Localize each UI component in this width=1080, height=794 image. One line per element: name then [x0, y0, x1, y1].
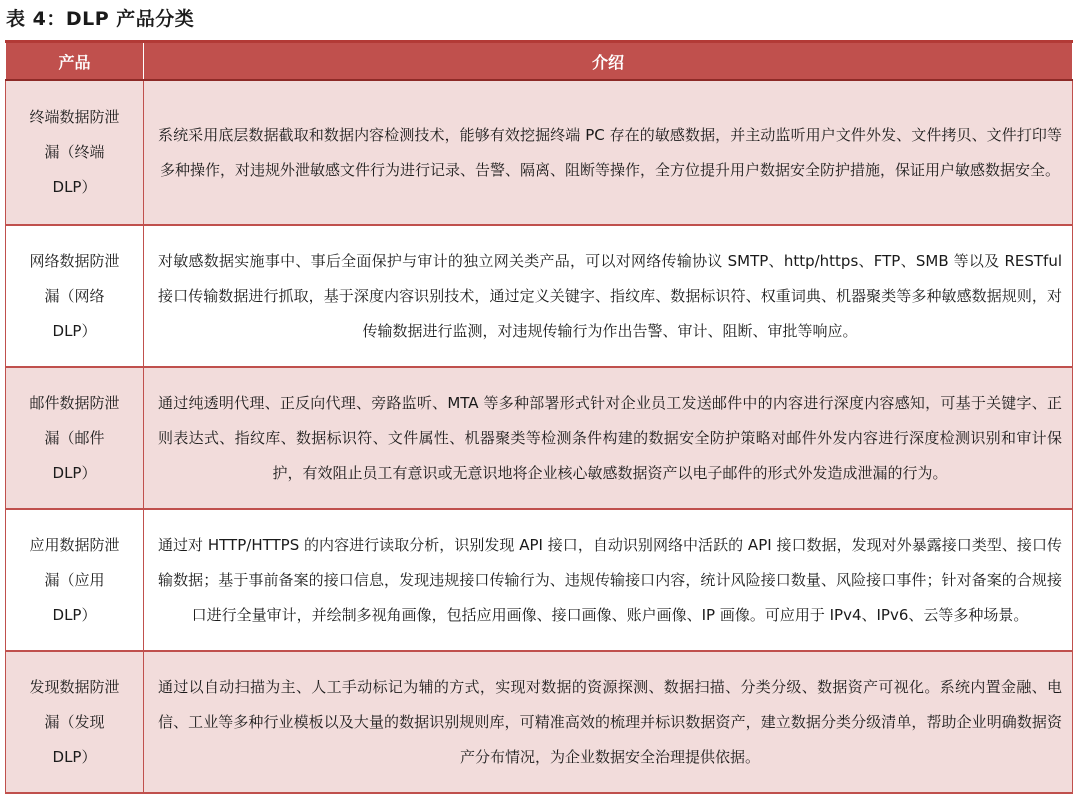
table-row-endpoint-dlp [6, 80, 1073, 225]
product-cell: 发现数据防泄漏（发现 DLP） [6, 651, 144, 793]
intro-cell: 对敏感数据实施事中、事后全面保护与审计的独立网关类产品，可以对网络传输协议 SMTP、http/https、FTP、SMB 等以及 RESTful 接口传输数据进行抓取，基于深度内容识别技术，通过定义关键字、指纹库、数据标识符、权重词典、机器聚类等多种敏感数据规则，对传输数据进行监测，对违规传输行为作出告警、审计、阻断、审批等响应。 [144, 225, 1073, 367]
table-caption: 表 4：DLP 产品分类 [6, 8, 195, 30]
table-row-email-dlp [6, 367, 1073, 509]
product-cell: 邮件数据防泄漏（邮件 DLP） [6, 367, 144, 509]
table-row-discovery-dlp [6, 651, 1073, 793]
table-header-row [6, 42, 1073, 81]
product-cell: 应用数据防泄漏（应用 DLP） [6, 509, 144, 651]
product-cell: 网络数据防泄漏（网络 DLP） [6, 225, 144, 367]
intro-cell: 通过对 HTTP/HTTPS 的内容进行读取分析，识别发现 API 接口，自动识别网络中活跃的 API 接口数据，发现对外暴露接口类型、接口传输数据；基于事前备案的接口信息，发现违规接口传输行为、违规传输接口内容，统计风险接口数量、风险接口事件；针对备案的合规接口进行全量审计，并绘制多视角画像，包括应用画像、接口画像、账户画像、IP 画像。可应用于 IPv4、IPv6、云等多种场景。 [144, 509, 1073, 651]
table-row-application-dlp [6, 509, 1073, 651]
header-product: 产品 [6, 42, 144, 81]
dlp-product-table [5, 40, 1073, 794]
intro-cell: 系统采用底层数据截取和数据内容检测技术，能够有效挖掘终端 PC 存在的敏感数据，并主动监听用户文件外发、文件拷贝、文件打印等多种操作，对违规外泄敏感文件行为进行记录、告警、隔离、阻断等操作，全方位提升用户数据安全防护措施，保证用户敏感数据安全。 [144, 80, 1073, 225]
header-intro: 介绍 [144, 42, 1073, 81]
intro-cell: 通过以自动扫描为主、人工手动标记为辅的方式，实现对数据的资源探测、数据扫描、分类分级、数据资产可视化。系统内置金融、电信、工业等多种行业模板以及大量的数据识别规则库，可精准高效的梳理并标识数据资产，建立数据分类分级清单，帮助企业明确数据资产分布情况，为企业数据安全治理提供依据。 [144, 651, 1073, 793]
product-cell: 终端数据防泄漏（终端 DLP） [6, 80, 144, 225]
table-row-network-dlp [6, 225, 1073, 367]
intro-cell: 通过纯透明代理、正反向代理、旁路监听、MTA 等多种部署形式针对企业员工发送邮件中的内容进行深度内容感知，可基于关键字、正则表达式、指纹库、数据标识符、文件属性、机器聚类等检测条件构建的数据安全防护策略对邮件外发内容进行深度检测识别和审计保护，有效阻止员工有意识或无意识地将企业核心敏感数据资产以电子邮件的形式外发造成泄漏的行为。 [144, 367, 1073, 509]
